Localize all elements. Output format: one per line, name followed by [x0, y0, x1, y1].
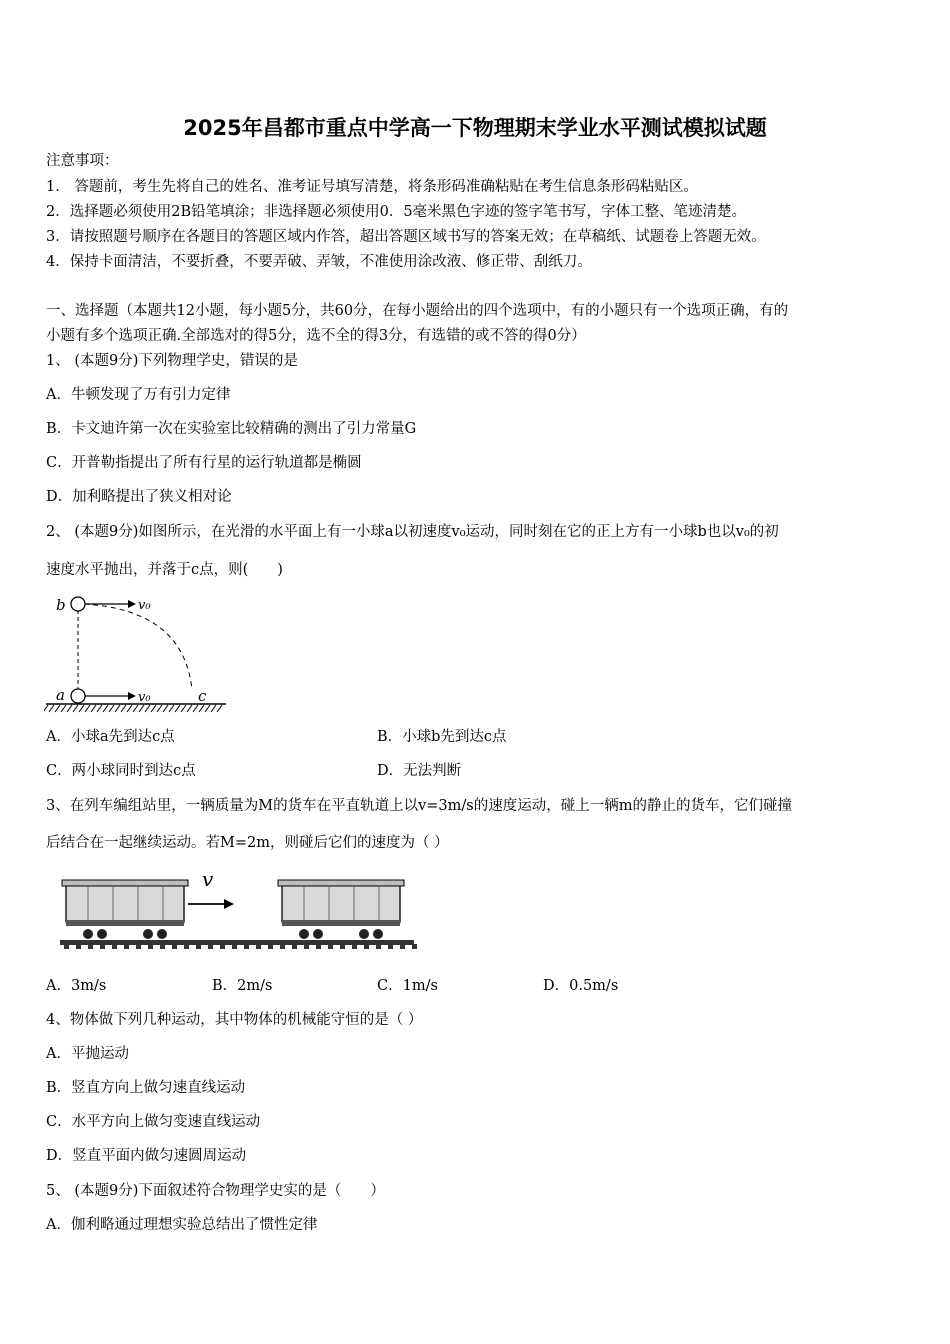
q2-stem-line1: 2、 (本题9分)如图所示，在光滑的水平面上有一小球a以初速度v₀运动，同时刻在它的正上方有一小球b也以v₀的初: [46, 524, 779, 540]
track-tie: [184, 944, 189, 949]
section-heading-line1: 一、选择题（本题共12小题，每小题5分，共60分，在每小题给出的四个选项中，有的小题只有一个选项正确，有的: [46, 303, 789, 319]
arrowhead-a: [128, 692, 136, 700]
hatch-mark: [175, 705, 180, 712]
ball-a: [71, 689, 85, 703]
q4-option-d: D．竖直平面内做匀速圆周运动: [46, 1148, 247, 1164]
hatch-mark: [115, 705, 120, 712]
track-tie: [268, 944, 273, 949]
track-tie: [364, 944, 369, 949]
hatch-mark: [49, 705, 54, 712]
notice-item: 1． 答题前，考生先将自己的姓名、准考证号填写清楚，将条形码准确粘贴在考生信息条形码粘贴区。: [46, 179, 698, 195]
ground-hatching: [44, 705, 222, 712]
hatch-mark: [187, 705, 192, 712]
q2-option-d: D．无法判断: [377, 763, 462, 779]
hatch-mark: [103, 705, 108, 712]
q4-option-c: C．水平方向上做匀变速直线运动: [46, 1114, 261, 1130]
hatch-mark: [163, 705, 168, 712]
track-tie: [172, 944, 177, 949]
hatch-mark: [157, 705, 162, 712]
hatch-mark: [199, 705, 204, 712]
hatch-mark: [205, 705, 210, 712]
track-tie: [100, 944, 105, 949]
track-tie: [388, 944, 393, 949]
track-tie: [208, 944, 213, 949]
track-tie: [148, 944, 153, 949]
track-tie: [352, 944, 357, 949]
hatch-mark: [193, 705, 198, 712]
hatch-mark: [145, 705, 150, 712]
section-heading-line2: 小题有多个选项正确.全部选对的得5分，选不全的得3分，有选错的或不答的得0分）: [46, 328, 586, 344]
track-tie: [64, 944, 69, 949]
page-title: 2025年昌都市重点中学高一下物理期末学业水平测试模拟试题: [183, 116, 767, 140]
hatch-mark: [67, 705, 72, 712]
label-b: b: [56, 596, 66, 614]
hatch-mark: [97, 705, 102, 712]
q3-option-c: C．1m/s: [377, 978, 438, 994]
notice-item: 2．选择题必须使用2B铅笔填涂；非选择题必须使用0．5毫米黑色字迹的签字笔书写，字体工整、笔迹清楚。: [46, 204, 747, 220]
track-tie: [328, 944, 333, 949]
track-tie: [316, 944, 321, 949]
track-tie: [340, 944, 345, 949]
hatch-mark: [44, 705, 48, 712]
q3-option-a: A．3m/s: [46, 978, 107, 994]
freight-car-left: [62, 880, 188, 939]
track-tie: [112, 944, 117, 949]
hatch-mark: [73, 705, 78, 712]
track-tie: [280, 944, 285, 949]
hatch-mark: [151, 705, 156, 712]
hatch-mark: [121, 705, 126, 712]
track-tie: [232, 944, 237, 949]
velocity-label: v: [202, 867, 214, 891]
hatch-mark: [91, 705, 96, 712]
hatch-mark: [181, 705, 186, 712]
q2-option-c: C．两小球同时到达c点: [46, 763, 196, 779]
hatch-mark: [211, 705, 216, 712]
hatch-mark: [169, 705, 174, 712]
track-tie: [412, 944, 417, 949]
hatch-mark: [217, 705, 222, 712]
q1-stem: 1、 (本题9分)下列物理学史，错误的是: [46, 353, 298, 369]
q2-option-a: A．小球a先到达c点: [46, 729, 175, 745]
label-c: c: [198, 687, 207, 705]
track-tie: [160, 944, 165, 949]
q3-stem-line1: 3、在列车编组站里，一辆质量为M的货车在平直轨道上以v=3m/s的速度运动，碰上一辆m的静止的货车，它们碰撞: [46, 798, 792, 814]
track-tie: [400, 944, 405, 949]
hatch-mark: [55, 705, 60, 712]
q2-stem-line2: 速度水平抛出，并落于c点，则( ): [46, 562, 283, 578]
label-v0-top: v₀: [138, 598, 151, 613]
q4-stem: 4、物体做下列几种运动，其中物体的机械能守恒的是（ ）: [46, 1012, 423, 1028]
q5-stem: 5、 (本题9分)下面叙述符合物理学史实的是（ ）: [46, 1183, 385, 1199]
track-tie: [244, 944, 249, 949]
track-tie: [124, 944, 129, 949]
track-tie: [76, 944, 81, 949]
hatch-mark: [61, 705, 66, 712]
label-a: a: [56, 686, 65, 704]
notice-item: 4．保持卡面清洁，不要折叠，不要弄破、弄皱，不准使用涂改液、修正带、刮纸刀。: [46, 254, 592, 270]
track-tie: [88, 944, 93, 949]
q1-option-d: D．加利略提出了狭义相对论: [46, 489, 232, 505]
projectile-figure: [44, 590, 234, 718]
q5-option-a: A．伽利略通过理想实验总结出了惯性定律: [46, 1217, 318, 1233]
q3-stem-line2: 后结合在一起继续运动。若M=2m，则碰后它们的速度为（ ）: [46, 835, 449, 851]
hatch-mark: [85, 705, 90, 712]
ball-b: [71, 597, 85, 611]
track-tie: [136, 944, 141, 949]
label-v0-bottom: v₀: [138, 690, 151, 705]
q3-option-d: D．0.5m/s: [543, 978, 619, 994]
hatch-mark: [133, 705, 138, 712]
q1-option-b: B．卡文迪许第一次在实验室比较精确的测出了引力常量G: [46, 421, 417, 437]
hatch-mark: [139, 705, 144, 712]
freight-car-right: [278, 880, 404, 939]
q1-option-a: A．牛顿发现了万有引力定律: [46, 387, 231, 403]
track-tie: [304, 944, 309, 949]
q1-option-c: C．开普勒指提出了所有行星的运行轨道都是椭圆: [46, 455, 362, 471]
q4-option-b: B．竖直方向上做匀速直线运动: [46, 1080, 246, 1096]
q2-option-b: B．小球b先到达c点: [377, 729, 507, 745]
notice-item: 3．请按照题号顺序在各题目的答题区域内作答，超出答题区域书写的答案无效；在草稿纸、试题卷上答题无效。: [46, 229, 766, 245]
track-tie: [196, 944, 201, 949]
track-tie: [256, 944, 261, 949]
trajectory-curve: [84, 604, 192, 690]
track-tie: [220, 944, 225, 949]
hatch-mark: [109, 705, 114, 712]
arrowhead-b: [128, 600, 136, 608]
train-figure: [58, 864, 418, 954]
track-tie: [292, 944, 297, 949]
q4-option-a: A．平抛运动: [46, 1046, 129, 1062]
q3-option-b: B．2m/s: [212, 978, 273, 994]
hatch-mark: [79, 705, 84, 712]
track-tie: [376, 944, 381, 949]
notice-heading: 注意事项：: [46, 153, 119, 169]
velocity-arrowhead: [224, 899, 234, 909]
hatch-mark: [127, 705, 132, 712]
